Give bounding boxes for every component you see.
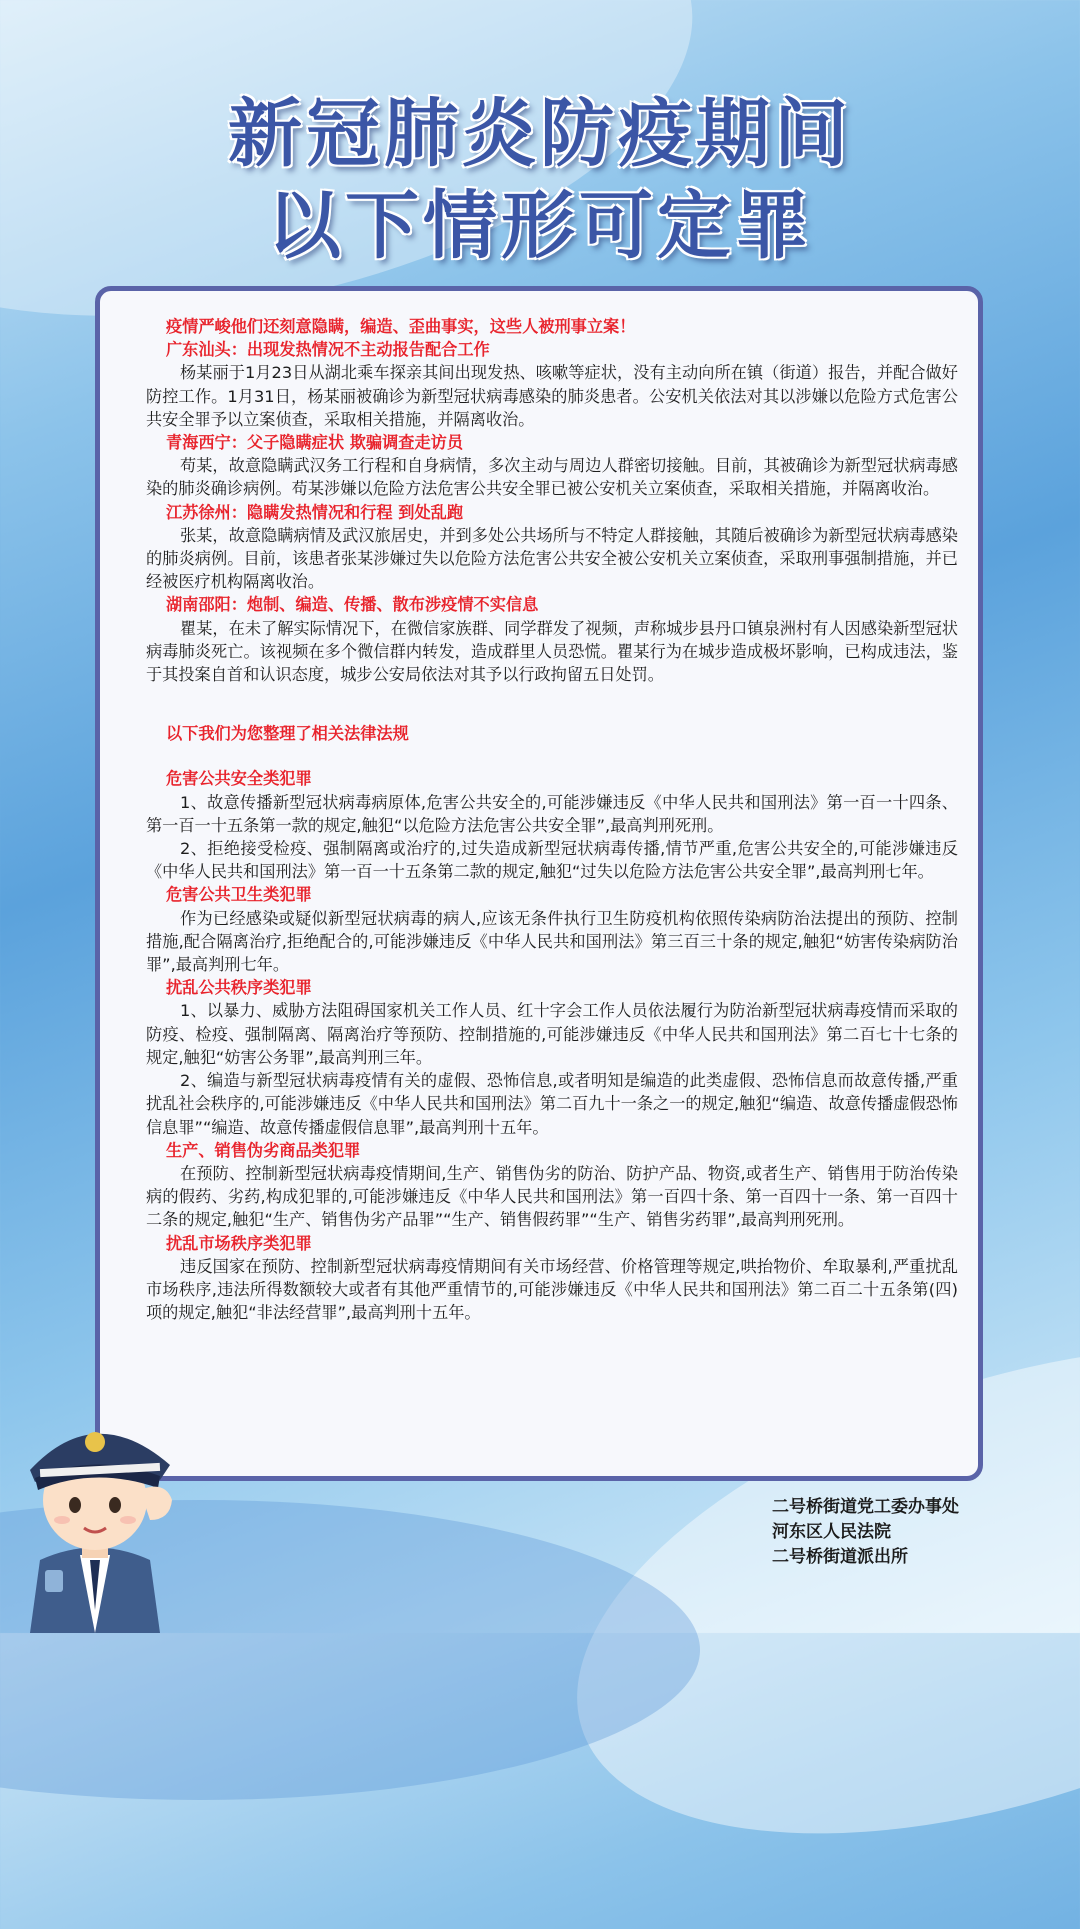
case-body: 苟某，故意隐瞒武汉务工行程和自身病情，多次主动与周边人群密切接触。目前，其被确诊为新型冠状病毒感染的肺炎确诊病例。苟某涉嫌以危险方法危害公共安全罪已被公安机关立案侦查，采取相关措施，并隔离收治。 [146, 456, 958, 499]
law-paragraph: 2、拒绝接受检疫、强制隔离或治疗的,过失造成新型冠状病毒传播,情节严重,危害公共安全的,可能涉嫌违反《中华人民共和国刑法》第一百一十五条第二款的规定,触犯“过失以危险方法危害公共安全罪”,最高判刑七年。 [146, 839, 958, 882]
law-paragraph: 1、故意传播新型冠状病毒病原体,危害公共安全的,可能涉嫌违反《中华人民共和国刑法》第一百一十四条、第一百一十五条第一款的规定,触犯“以危险方法危害公共安全罪”,最高判刑死刑。 [146, 792, 958, 835]
title-line-2: 以下情形可定罪 [267, 183, 813, 269]
law-paragraph: 2、编造与新型冠状病毒疫情有关的虚假、恐怖信息,或者明知是编造的此类虚假、恐怖信息而故意传播,严重扰乱社会秩序的,可能涉嫌违反《中华人民共和国刑法》第二百九十一条之一的规定,触犯“编造、故意传播虚假恐怖信息罪”“编造、故意传播虚假信息罪”,最高判刑十五年。 [146, 1071, 958, 1137]
footer-organizations [772, 1495, 959, 1570]
footer-org: 二号桥街道派出所 [772, 1547, 908, 1567]
law-paragraph: 在预防、控制新型冠状病毒疫情期间,生产、销售伪劣的防治、防护产品、物资,或者生产、销售用于防治传染病的假药、劣药,构成犯罪的,可能涉嫌违反《中华人民共和国刑法》第一百四十条、第一百四十一条、第一百四十二条的规定,触犯“生产、销售伪劣产品罪”“生产、销售假药罪”“生产、销售劣药罪”,最高判刑死刑。 [146, 1163, 958, 1230]
law-paragraph: 违反国家在预防、控制新型冠状病毒疫情期间有关市场经营、价格管理等规定,哄抬物价、牟取暴利,严重扰乱市场秩序,违法所得数额较大或者有其他严重情节的,可能涉嫌违反《中华人民共和国刑法》第二百二十五条第(四)项的规定,触犯“非法经营罪”,最高判刑十五年。 [146, 1256, 958, 1323]
case-heading: 湖南邵阳：炮制、编造、传播、散布涉疫情不实信息 [166, 595, 539, 615]
law-section-heading: 生产、销售伪劣商品类犯罪 [166, 1140, 361, 1160]
law-section-heading: 危害公共安全类犯罪 [166, 769, 312, 789]
law-section-heading: 扰乱市场秩序类犯罪 [166, 1233, 312, 1253]
footer-org: 二号桥街道党工委办事处 [772, 1497, 959, 1517]
page-title [0, 88, 1080, 272]
laws-intro: 以下我们为您整理了相关法律法规 [166, 724, 409, 744]
case-body: 瞿某，在未了解实际情况下，在微信家族群、同学群发了视频，声称城步县丹口镇泉洲村有人因感染新型冠状病毒肺炎死亡。该视频在多个微信群内转发，造成群里人员恐慌。瞿某行为在城步造成极坏影响，已构成违法，鉴于其投案自首和认识态度，城步公安局依法对其予以行政拘留五日处罚。 [146, 618, 958, 685]
police-officer-illustration [0, 1370, 190, 1633]
footer-org: 河东区人民法院 [772, 1522, 891, 1542]
case-body: 杨某丽于1月23日从湖北乘车探亲其间出现发热、咳嗽等症状，没有主动向所在镇（街道）报告，并配合做好防控工作。1月31日，杨某丽被确诊为新型冠状病毒感染的肺炎患者。公安机关依法对其以涉嫌以危险方式危害公共安全罪予以立案侦查，采取相关措施，并隔离收治。 [146, 363, 958, 429]
cases-headline: 疫情严峻他们还刻意隐瞒，编造、歪曲事实，这些人被刑事立案！ [166, 317, 636, 336]
case-heading: 江苏徐州：隐瞒发热情况和行程 到处乱跑 [166, 502, 464, 522]
law-paragraph: 1、以暴力、威胁方法阻碍国家机关工作人员、红十字会工作人员依法履行为防治新型冠状病毒疫情而采取的防疫、检疫、强制隔离、隔离治疗等预防、控制措施的,可能涉嫌违反《中华人民共和国刑法》第二百七十七条的规定,触犯“妨害公务罪”,最高判刑三年。 [146, 1001, 958, 1067]
law-section-heading: 扰乱公共秩序类犯罪 [166, 978, 312, 998]
case-heading: 广东汕头：出现发热情况不主动报告配合工作 [166, 340, 490, 360]
law-paragraph: 作为已经感染或疑似新型冠状病毒的病人,应该无条件执行卫生防疫机构依照传染病防治法提出的预防、控制措施,配合隔离治疗,拒绝配合的,可能涉嫌违反《中华人民共和国刑法》第三百三十条的规定,触犯“妨害传染病防治罪”,最高判刑七年。 [146, 908, 958, 975]
case-body: 张某，故意隐瞒病情及武汉旅居史，并到多处公共场所与不特定人群接触，其随后被确诊为新型冠状病毒感染的肺炎病例。目前，该患者张某涉嫌过失以危险方法危害公共安全被公安机关立案侦查，采取刑事强制措施，并已经被医疗机构隔离收治。 [146, 525, 958, 592]
content-body [146, 315, 958, 1324]
title-line-1: 新冠肺炎防疫期间 [228, 91, 852, 177]
law-section-heading: 危害公共卫生类犯罪 [166, 885, 312, 905]
case-heading: 青海西宁：父子隐瞒症状 欺骗调查走访员 [166, 433, 464, 453]
